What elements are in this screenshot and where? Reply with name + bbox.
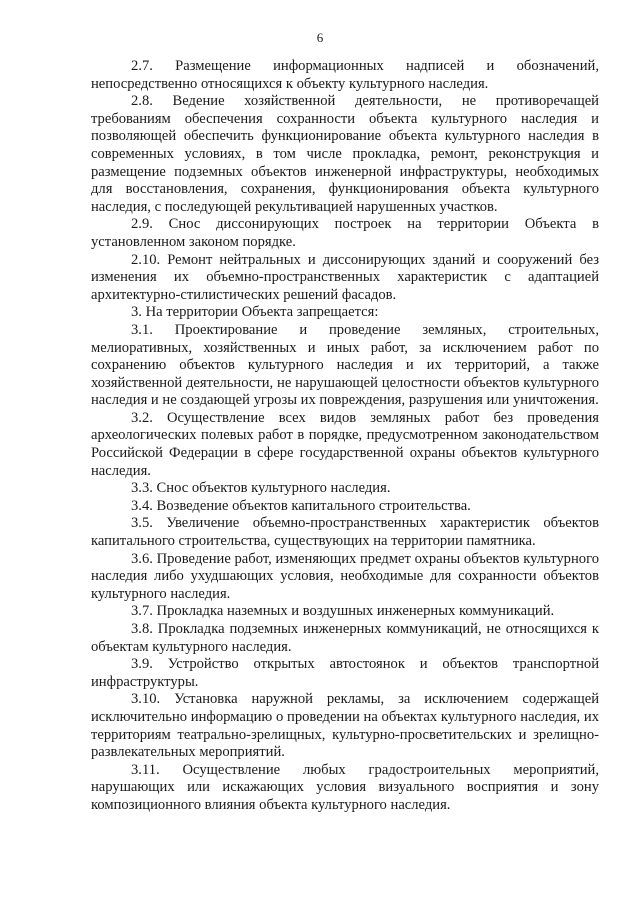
paragraph-3-9: 3.9. Устройство открытых автостоянок и объектов транспортной инфраструктуры. bbox=[91, 656, 599, 690]
paragraph-3-6: 3.6. Проведение работ, изменяющих предмет охраны объектов культурного наследия либо ухудшающих условия, необходимые для сохранности объектов культурного наследия. bbox=[91, 550, 599, 602]
paragraph-3-2: 3.2. Осуществление всех видов земляных работ без проведения археологических полевых работ в порядке, предусмотренном законодательством Российской Федерации в сфере государственной охраны объектов культурного наследия. bbox=[91, 409, 599, 479]
paragraph-3-8: 3.8. Прокладка подземных инженерных коммуникаций, не относящихся к объектам культурного наследия. bbox=[91, 621, 599, 655]
paragraph-3-10: 3.10. Установка наружной рекламы, за исключением содержащей исключительно информацию о проведении на объектах культурного наследия, их территориям театрально-зрелищных, культурно-просветительских и зрелищно-развлекательных мероприятий. bbox=[91, 691, 599, 761]
paragraph-3-3: 3.3. Снос объектов культурного наследия. bbox=[131, 480, 391, 497]
paragraph-2-7: 2.7. Размещение информационных надписей и обозначений, непосредственно относящихся к объекту культурного наследия. bbox=[91, 58, 599, 92]
paragraph-3-7: 3.7. Прокладка наземных и воздушных инженерных коммуникаций. bbox=[131, 603, 555, 620]
paragraph-2-8: 2.8. Ведение хозяйственной деятельности, не противоречащей требованиям обеспечения сохранности объекта культурного наследия и позволяющей обеспечить функционирование объекта культурного наследия в современных условиях, в том числе прокладка, ремонт, реконструкция и размещение подземных объектов инженерной инфраструктуры, необходимых для восстановления, сохранения, функционирования объекта культурного наследия, с последующей рекультивацией нарушенных участков. bbox=[91, 93, 599, 215]
paragraph-3-11: 3.11. Осуществление любых градостроительных мероприятий, нарушающих или искажающих условия визуального восприятия и зону композиционного влияния объекта культурного наследия. bbox=[91, 761, 599, 813]
section-3-heading: 3. На территории Объекта запрещается: bbox=[131, 304, 379, 321]
paragraph-3-5: 3.5. Увеличение объемно-пространственных характеристик объектов капитального строительства, существующих на территории памятника. bbox=[91, 515, 599, 550]
paragraph-2-10: 2.10. Ремонт нейтральных и диссонирующих зданий и сооружений без изменения их объемно-пространственных характеристик с адаптацией архитектурно-стилистических решений фасадов. bbox=[91, 251, 599, 303]
paragraph-3-1: 3.1. Проектирование и проведение земляных, строительных, мелиоративных, хозяйственных и иных работ, за исключением работ по сохранению объектов культурного наследия и их территорий, а также хозяйственной деятельности, не нарушающей целостности объектов культурного наследия и не создающей угрозы их повреждения, разрушения или уничтожения. bbox=[91, 321, 599, 409]
document-body bbox=[91, 58, 599, 815]
paragraph-2-9: 2.9. Снос диссонирующих построек на территории Объекта в установленном законом порядке. bbox=[91, 216, 599, 250]
paragraph-3-4: 3.4. Возведение объектов капитального строительства. bbox=[131, 497, 471, 514]
page-number: 6 bbox=[316, 30, 324, 45]
